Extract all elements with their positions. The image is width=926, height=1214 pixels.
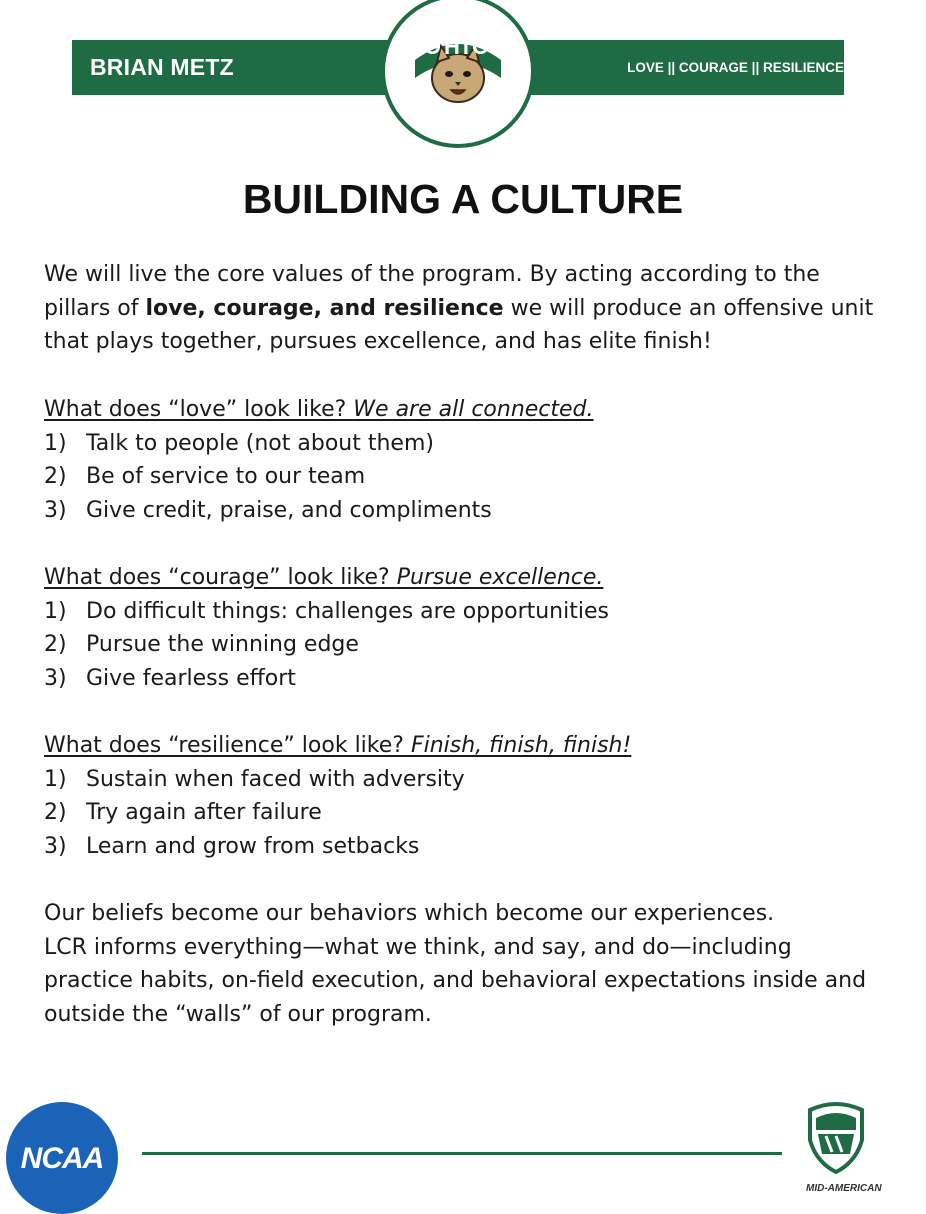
intro-line-2-pre: pillars of <box>44 295 146 321</box>
courage-section <box>44 561 864 695</box>
ohio-logo-text: OHIO <box>423 34 493 59</box>
list-item <box>44 628 864 662</box>
list-text: Sustain when faced with adversity <box>86 766 465 792</box>
list-item <box>44 460 864 494</box>
closing-line-3: practice habits, on-field execution, and behavioral expectations inside and <box>44 968 867 993</box>
love-question <box>44 393 864 427</box>
resilience-question <box>44 729 864 763</box>
courage-answer: Pursue excellence. <box>396 565 604 590</box>
ohio-bobcat-logo <box>381 0 535 148</box>
core-values-tag: LOVE || COURAGE || RESILIENCE <box>627 60 844 75</box>
courage-question <box>44 561 864 595</box>
list-number: 3) <box>44 833 67 859</box>
page-title: BUILDING A CULTURE <box>242 176 684 222</box>
resilience-question-text: What does “resilience” look like? <box>44 733 411 758</box>
list-number: 2) <box>44 632 67 657</box>
mac-logo-text: MID-AMERICAN <box>806 1183 882 1194</box>
footer-divider <box>142 1152 782 1155</box>
list-number: 2) <box>44 800 67 825</box>
love-question-text: What does “love” look like? <box>44 397 354 422</box>
closing-paragraph <box>44 897 867 1031</box>
list-item <box>44 830 864 864</box>
intro-line-2-post: we will produce an offensive unit <box>503 295 874 321</box>
list-text: Try again after failure <box>86 800 322 825</box>
list-number: 3) <box>44 665 67 691</box>
list-text: Talk to people (not about them) <box>86 430 434 456</box>
list-number: 1) <box>44 598 67 624</box>
love-section <box>44 393 864 527</box>
intro-line-1: We will live the core values of the program. By acting according to the <box>44 262 820 287</box>
list-item <box>44 427 864 461</box>
list-item <box>44 796 864 830</box>
list-number: 2) <box>44 464 67 489</box>
list-text: Pursue the winning edge <box>86 632 359 657</box>
list-number: 1) <box>44 766 67 792</box>
resilience-answer: Finish, finish, finish! <box>410 733 632 758</box>
intro-line-3: that plays together, pursues excellence, and has elite finish! <box>44 329 712 354</box>
closing-line-4: outside the “walls” of our program. <box>44 1001 432 1027</box>
list-text: Be of service to our team <box>86 464 366 489</box>
closing-line-1: Our beliefs become our behaviors which become our experiences. <box>44 901 775 926</box>
core-values-bold: love, courage, and resilience <box>145 295 504 321</box>
intro-line-2 <box>44 292 874 326</box>
list-text: Learn and grow from setbacks <box>86 833 420 859</box>
courage-question-text: What does “courage” look like? <box>44 565 397 590</box>
list-item <box>44 494 864 528</box>
list-number: 1) <box>44 430 67 456</box>
closing-line-2: LCR informs everything—what we think, and say, and do—including <box>44 934 792 960</box>
ncaa-logo-text: NCAA <box>20 1142 104 1175</box>
intro-paragraph <box>44 258 874 359</box>
list-text: Give fearless effort <box>86 665 296 691</box>
list-text: Do difficult things: challenges are opportunities <box>86 598 609 624</box>
coach-name: BRIAN METZ <box>90 54 234 80</box>
list-item <box>44 662 864 696</box>
list-number: 3) <box>44 497 67 523</box>
mac-shield-icon <box>806 1100 866 1180</box>
list-item <box>44 763 864 797</box>
mac-conference-logo <box>806 1100 882 1200</box>
list-item <box>44 595 864 629</box>
ncaa-logo <box>6 1102 118 1214</box>
list-text: Give credit, praise, and compliments <box>86 497 492 523</box>
love-answer: We are all connected. <box>353 397 594 422</box>
resilience-section <box>44 729 864 863</box>
